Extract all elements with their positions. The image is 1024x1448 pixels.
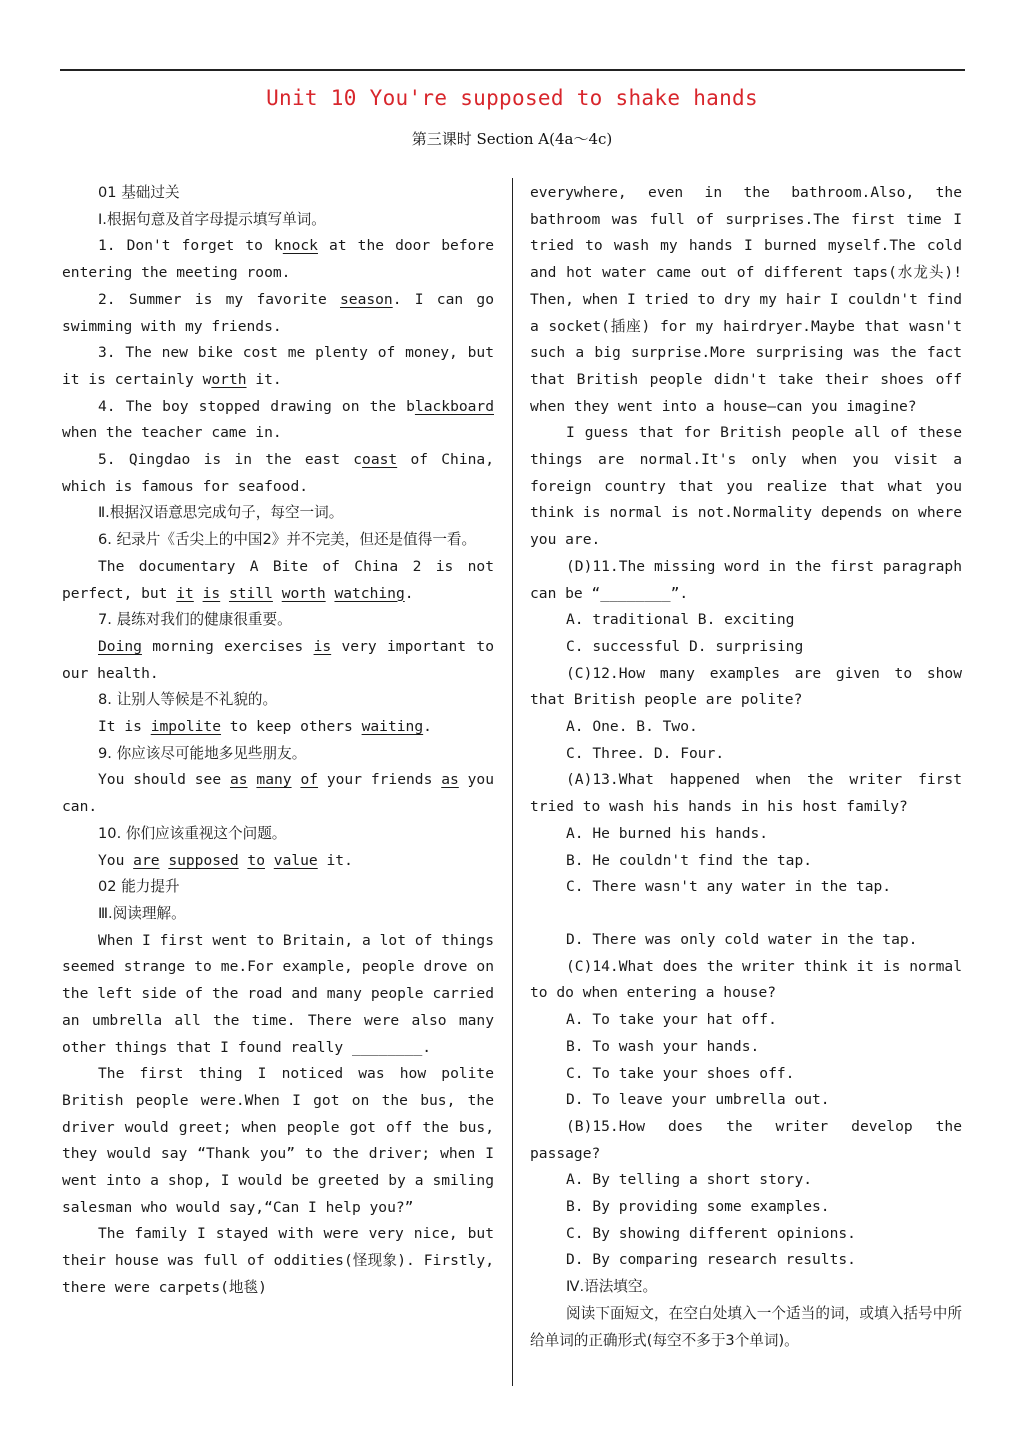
answer: is xyxy=(313,637,332,655)
part-heading: Ⅱ.根据汉语意思完成句子，每空一词。 xyxy=(98,504,344,522)
answer: season xyxy=(340,290,393,308)
answer: waiting xyxy=(361,718,424,736)
question-13-option-d: D. There was only cold water in the tap. xyxy=(566,930,918,948)
answer: many xyxy=(256,771,292,789)
reading-paragraph-3-continued: everywhere, even in the bathroom.Also, the bathroom was full of surprises.The first time I tried to wash my hands I burned myself.The cold and hot water came out of different taps(水龙头)! Then, when I tried to dry my hair I couldn't find a socket(插座) for my hairdryer.Maybe that wasn't such a big surprise.More surprising was the fact that British people didn't take their shoes off when they went into a house—can you imagine? xyxy=(530,184,962,415)
grammar-instructions: 阅读下面短文，在空白处填入一个适当的词，或填入括号中所给单词的正确形式(每空不多于3个单词)。 xyxy=(530,1304,962,1349)
column-divider xyxy=(512,178,513,1386)
answer: still xyxy=(228,584,273,602)
question-14-option-c: C. To take your shoes off. xyxy=(566,1064,795,1082)
section-heading: 01 基础过关 xyxy=(98,184,180,201)
reading-paragraph-3: The family I stayed with were very nice, but their house was full of oddities(怪现象). Firstly, there were carpets(地毯) xyxy=(62,1225,494,1296)
question-14-option-b: B. To wash your hands. xyxy=(566,1037,760,1055)
answer: as xyxy=(441,771,459,789)
question-1: 1. Don't forget to knock at the door before entering the meeting room. xyxy=(62,237,494,282)
question-11: (D)11.The missing word in the first paragraph can be “________”. xyxy=(530,557,962,602)
question-12-options: A. One. B. Two. xyxy=(566,718,698,736)
answer: of xyxy=(300,771,319,789)
question-8-chinese: 8. 让别人等候是不礼貌的。 xyxy=(98,691,278,709)
question-13: (A)13.What happened when the writer first tried to wash his hands in his host family? xyxy=(530,771,962,816)
question-14-option-d: D. To leave your umbrella out. xyxy=(566,1091,830,1109)
reading-paragraph-2: The first thing I noticed was how polite British people were.When I got on the bus, the driver would greet; when people got off the bus, they would say “Thank you” to the driver; when I went into a shop, I would be greeted by a smiling salesman who would say,“Can I help you?” xyxy=(62,1065,494,1216)
question-6-english: The documentary A Bite of China 2 is not perfect, but it is still worth watching. xyxy=(62,557,494,602)
question-13-option-b: B. He couldn't find the tap. xyxy=(566,851,813,869)
question-6-chinese: 6. 纪录片《舌尖上的中国2》并不完美，但还是值得一看。 xyxy=(98,531,477,549)
left-column xyxy=(62,180,494,1302)
answer: to xyxy=(247,851,265,869)
question-14-option-a: A. To take your hat off. xyxy=(566,1011,777,1029)
question-12: (C)12.How many examples are given to show that British people are polite? xyxy=(530,664,962,709)
header-rule xyxy=(60,69,965,71)
blank-line xyxy=(530,901,962,927)
question-9-chinese: 9. 你应该尽可能地多见些朋友。 xyxy=(98,744,307,762)
answer: value xyxy=(273,851,318,869)
question-7-english: Doing morning exercises is very important to our health. xyxy=(62,637,495,682)
answer: as xyxy=(229,771,248,789)
question-15: (B)15.How does the writer develop the passage? xyxy=(530,1117,962,1162)
question-5: 5. Qingdao is in the east coast of China, which is famous for seafood. xyxy=(62,451,494,495)
question-15-option-b: B. By providing some examples. xyxy=(566,1198,830,1216)
question-3: 3. The new bike cost me plenty of money, but it is certainly worth it. xyxy=(62,344,494,388)
question-13-option-a: A. He burned his hands. xyxy=(566,824,769,842)
answer: orth xyxy=(211,370,247,388)
part-heading: Ⅰ.根据句意及首字母提示填写单词。 xyxy=(98,210,326,228)
part-heading: Ⅳ.语法填空。 xyxy=(566,1278,658,1296)
question-12-options: C. Three. D. Four. xyxy=(566,744,725,762)
right-column xyxy=(530,180,962,1354)
question-9-english: You should see as many of your friends as you can. xyxy=(62,771,495,816)
question-15-option-d: D. By comparing research results. xyxy=(566,1251,856,1269)
part-heading: Ⅲ.阅读理解。 xyxy=(98,904,186,922)
answer: impolite xyxy=(150,718,222,736)
question-13-option-c: C. There wasn't any water in the tap. xyxy=(566,878,892,896)
question-15-option-c: C. By showing different opinions. xyxy=(566,1224,856,1242)
answer: it xyxy=(176,584,194,602)
question-10-chinese: 10. 你们应该重视这个问题。 xyxy=(98,824,287,842)
question-2: 2. Summer is my favorite season. I can go swimming with my friends. xyxy=(62,290,494,335)
answer: Doing xyxy=(98,637,142,655)
page-title: Unit 10 You're supposed to shake hands xyxy=(266,86,758,110)
answer: watching xyxy=(334,584,405,602)
reading-paragraph-4: I guess that for British people all of these things are normal.It's only when you visit a foreign country that you realize that what you think is normal is not.Normality depends on where you are. xyxy=(530,424,962,549)
section-heading: 02 能力提升 xyxy=(98,878,180,896)
page-subtitle: 第三课时 Section A(4a～4c) xyxy=(411,130,613,148)
answer: nock xyxy=(282,237,318,255)
answer: worth xyxy=(281,584,326,602)
question-8-english: It is impolite to keep others waiting. xyxy=(98,718,432,736)
answer: supposed xyxy=(168,851,239,869)
answer: is xyxy=(202,584,221,602)
question-7-chinese: 7. 晨练对我们的健康很重要。 xyxy=(98,611,292,629)
answer: oast xyxy=(362,451,398,469)
question-11-options: A. traditional B. exciting xyxy=(566,611,795,629)
question-10-english: You are supposed to value it. xyxy=(98,851,353,869)
question-15-option-a: A. By telling a short story. xyxy=(566,1171,813,1189)
question-11-options: C. successful D. surprising xyxy=(566,637,804,655)
answer: lackboard xyxy=(414,397,494,415)
answer: are xyxy=(133,851,160,869)
reading-paragraph-1: When I first went to Britain, a lot of things seemed strange to me.For example, people drove on the left side of the road and many people carried an umbrella all the time. There were also many other things that I found really ________. xyxy=(62,931,494,1056)
question-14: (C)14.What does the writer think it is normal to do when entering a house? xyxy=(530,957,962,1002)
question-4: 4. The boy stopped drawing on the blackboard when the teacher came in. xyxy=(62,397,494,442)
